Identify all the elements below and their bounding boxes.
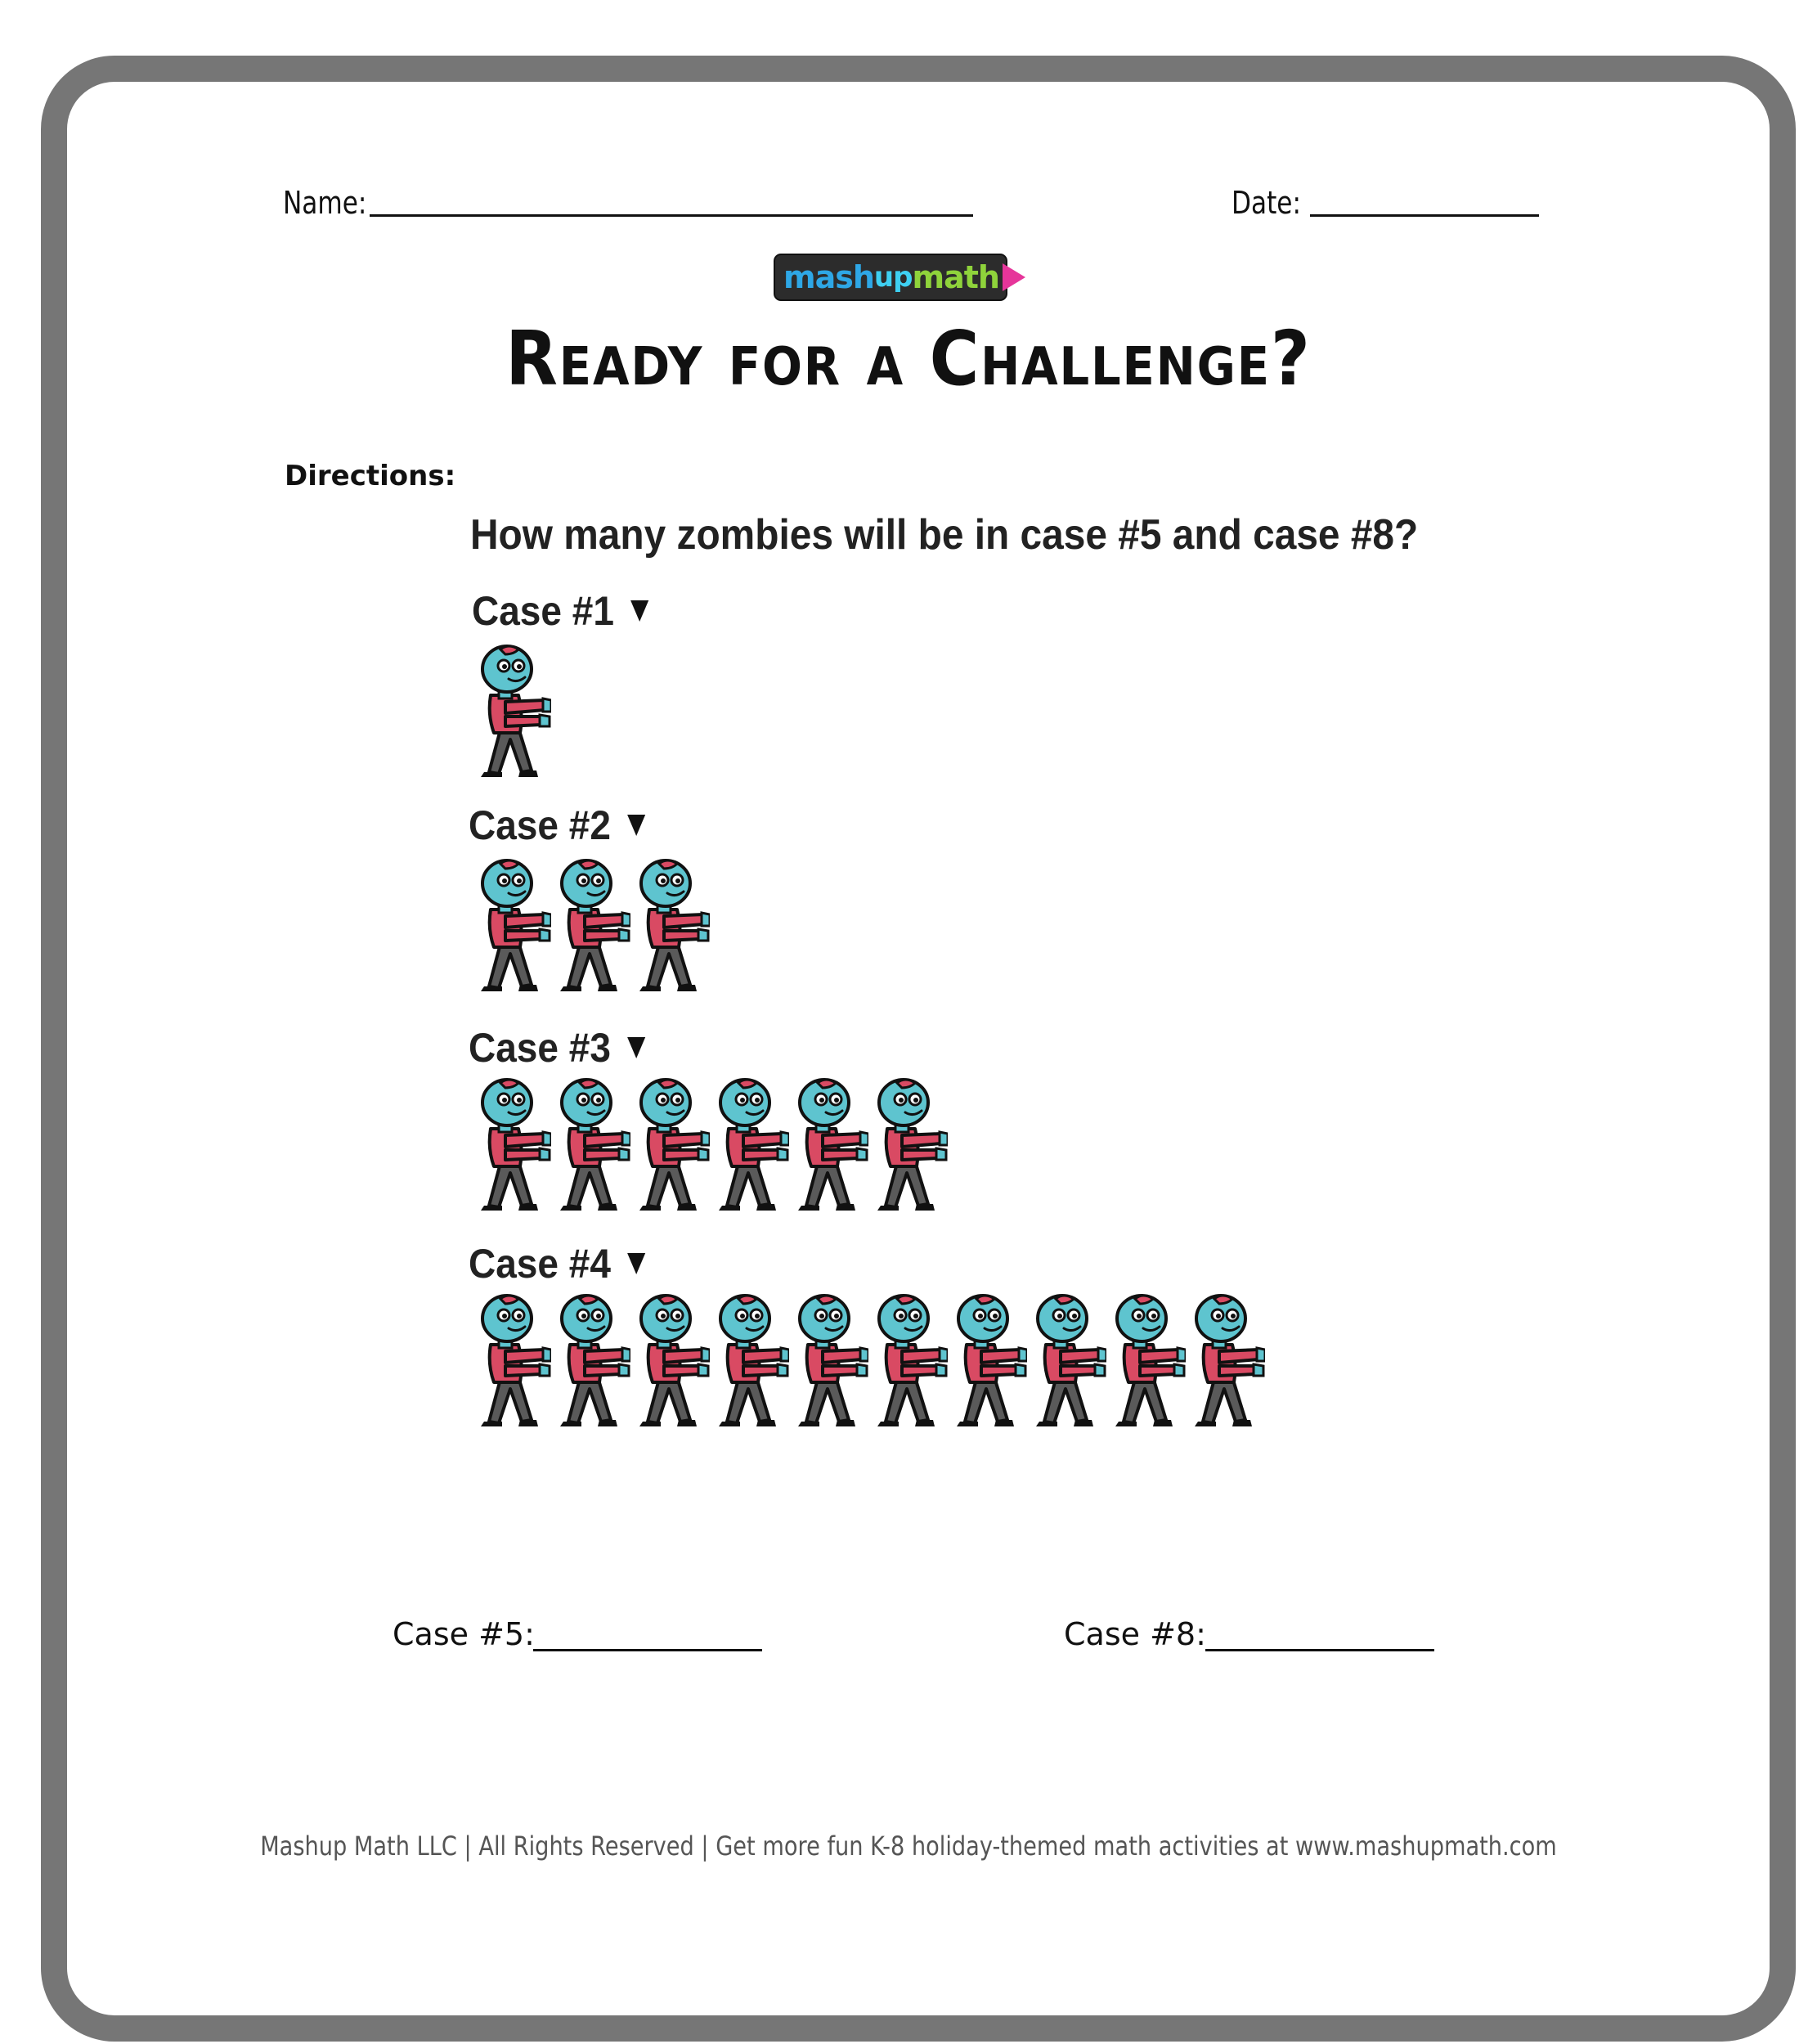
zombie-icon [1028,1291,1106,1428]
zombie-icon [790,1291,868,1428]
zombie-icon [552,1075,630,1212]
zombie-icon [631,1291,710,1428]
zombie-icon [711,1291,789,1428]
down-arrow-icon [627,815,645,836]
case-label-text: Case #4 [469,1241,611,1287]
case-label-text: Case #1 [472,588,614,634]
case-3-label [469,1024,645,1071]
zombie-icon [631,856,710,993]
zombie-icon [790,1075,868,1212]
name-line[interactable] [370,214,973,217]
zombie-icon [552,856,630,993]
zombie-icon [473,641,551,779]
down-arrow-icon [627,1037,645,1058]
zombie-icon [1107,1291,1186,1428]
zombie-icon [869,1291,948,1428]
case-1-label [472,587,648,635]
play-icon [1003,263,1025,291]
case-label-text: Case #3 [469,1025,611,1071]
zombie-icon [473,1291,551,1428]
zombie-icon [473,856,551,993]
page-title: Ready for a Challenge? [505,315,1312,402]
zombie-icon [1187,1291,1265,1428]
case-2-label [469,802,645,849]
down-arrow-icon [630,600,648,622]
case-4-label [469,1240,645,1287]
case-label-text: Case #2 [469,802,611,848]
zombie-icon [552,1291,630,1428]
zombie-icon [949,1291,1027,1428]
date-label: Date: [1232,185,1301,221]
directions-label: Directions: [285,460,456,492]
down-arrow-icon [627,1253,645,1274]
zombie-icon [631,1075,710,1212]
zombie-icon [711,1075,789,1212]
logo-text-up: up [873,261,913,294]
question-text: How many zombies will be in case #5 and case #8? [470,511,1419,559]
case-8-answer-label: Case #8: [1064,1616,1206,1652]
zombie-icon [869,1075,948,1212]
date-line[interactable] [1310,214,1539,217]
case-8-answer-line[interactable] [1205,1649,1434,1651]
name-label: Name: [283,185,367,221]
case-5-answer-line[interactable] [533,1649,762,1651]
logo-text-math: math [912,259,999,295]
mashup-math-logo [774,254,1007,301]
footer-text: Mashup Math LLC | All Rights Reserved | Get more fun K-8 holiday-themed math activities at www.mashupmath.com [260,1831,1557,1862]
zombie-icon [473,1075,551,1212]
case-5-answer-label: Case #5: [393,1616,535,1652]
logo-text-mash: mash [783,259,874,295]
